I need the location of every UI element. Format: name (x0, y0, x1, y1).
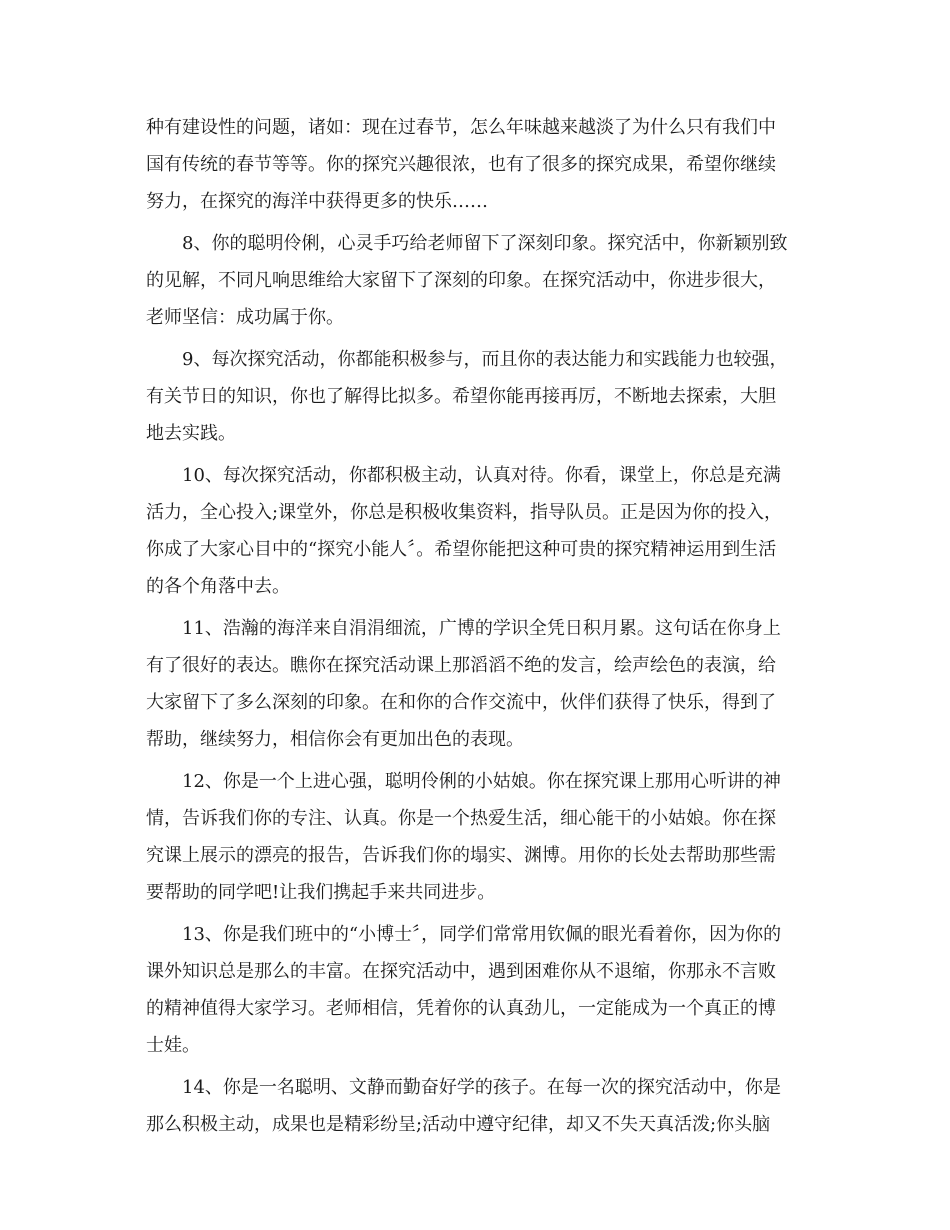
paragraph-10-line-4: 的各个角落中去。 (146, 576, 290, 597)
paragraph-9-line-1: 9、每次探究活动，你都能积极参与，而且你的表达能力和实践能力也较强， (182, 349, 788, 370)
paragraph-12-line-1: 12、你是一个上进心强，聪明伶俐的小姑娘。你在探究课上那用心听讲的神 (182, 771, 781, 792)
paragraph-7-line-1: 种有建设性的问题，诸如：现在过春节，怎么年味越来越淡了为什么只有我们中 (146, 117, 776, 138)
paragraph-11-line-2: 有了很好的表达。瞧你在探究活动课上那滔滔不绝的发言，绘声绘色的表演，给 (146, 655, 776, 676)
paragraph-11-line-4: 帮助，继续努力，相信你会有更加出色的表现。 (146, 729, 524, 750)
paragraph-8-line-2: 的见解，不同凡响思维给大家留下了深刻的印象。在探究活动中，你进步很大， (146, 270, 776, 291)
paragraph-8-line-1: 8、你的聪明伶俐，心灵手巧给老师留下了深刻印象。探究活中，你新颖别致 (182, 233, 788, 254)
paragraph-10-line-3: 你成了大家心目中的“探究小能人〞。希望你能把这种可贵的探究精神运用到生活 (146, 539, 777, 560)
paragraph-11-line-3: 大家留下了多么深刻的印象。在和你的合作交流中，伙伴们获得了快乐，得到了 (146, 692, 776, 713)
paragraph-14-line-1: 14、你是一名聪明、文静而勤奋好学的孩子。在每一次的探究活动中，你是 (182, 1077, 781, 1098)
paragraph-7-line-2: 国有传统的春节等等。你的探究兴趣很浓，也有了很多的探究成果，希望你继续 (146, 154, 776, 175)
paragraph-13-line-4: 士娃。 (146, 1035, 200, 1056)
paragraph-10-line-1: 10、每次探究活动，你都积极主动，认真对待。你看，课堂上，你总是充满 (182, 465, 781, 486)
paragraph-9-line-2: 有关节日的知识，你也了解得比拟多。希望你能再接再厉，不断地去探索，大胆 (146, 386, 776, 407)
paragraph-9-line-3: 地去实践。 (146, 423, 236, 444)
paragraph-12-line-2: 情，告诉我们你的专注、认真。你是一个热爱生活，细心能干的小姑娘。你在探 (146, 808, 776, 829)
paragraph-10-line-2: 活力，全心投入;课堂外，你总是积极收集资料，指导队员。正是因为你的投入， (146, 502, 783, 523)
paragraph-14-line-2: 那么积极主动，成果也是精彩纷呈;活动中遵守纪律，却又不失天真活泼;你头脑 (146, 1114, 771, 1135)
paragraph-13-line-2: 课外知识总是那么的丰富。在探究活动中，遇到困难你从不退缩，你那永不言败 (146, 961, 776, 982)
paragraph-7-line-3: 努力，在探究的海洋中获得更多的快乐…… (146, 191, 488, 212)
paragraph-12-line-4: 要帮助的同学吧!让我们携起手来共同进步。 (146, 882, 496, 903)
paragraph-12-line-3: 究课上展示的漂亮的报告，告诉我们你的塌实、渊博。用你的长处去帮助那些需 (146, 845, 776, 866)
paragraph-13-line-1: 13、你是我们班中的“小博士〞，同学们常常用钦佩的眼光看着你，因为你的 (182, 924, 782, 945)
paragraph-8-line-3: 老师坚信：成功属于你。 (146, 307, 344, 328)
paragraph-11-line-1: 11、浩瀚的海洋来自涓涓细流，广博的学识全凭日积月累。这句话在你身上 (182, 618, 781, 639)
paragraph-13-line-3: 的精神值得大家学习。老师相信，凭着你的认真劲儿，一定能成为一个真正的博 (146, 998, 776, 1019)
